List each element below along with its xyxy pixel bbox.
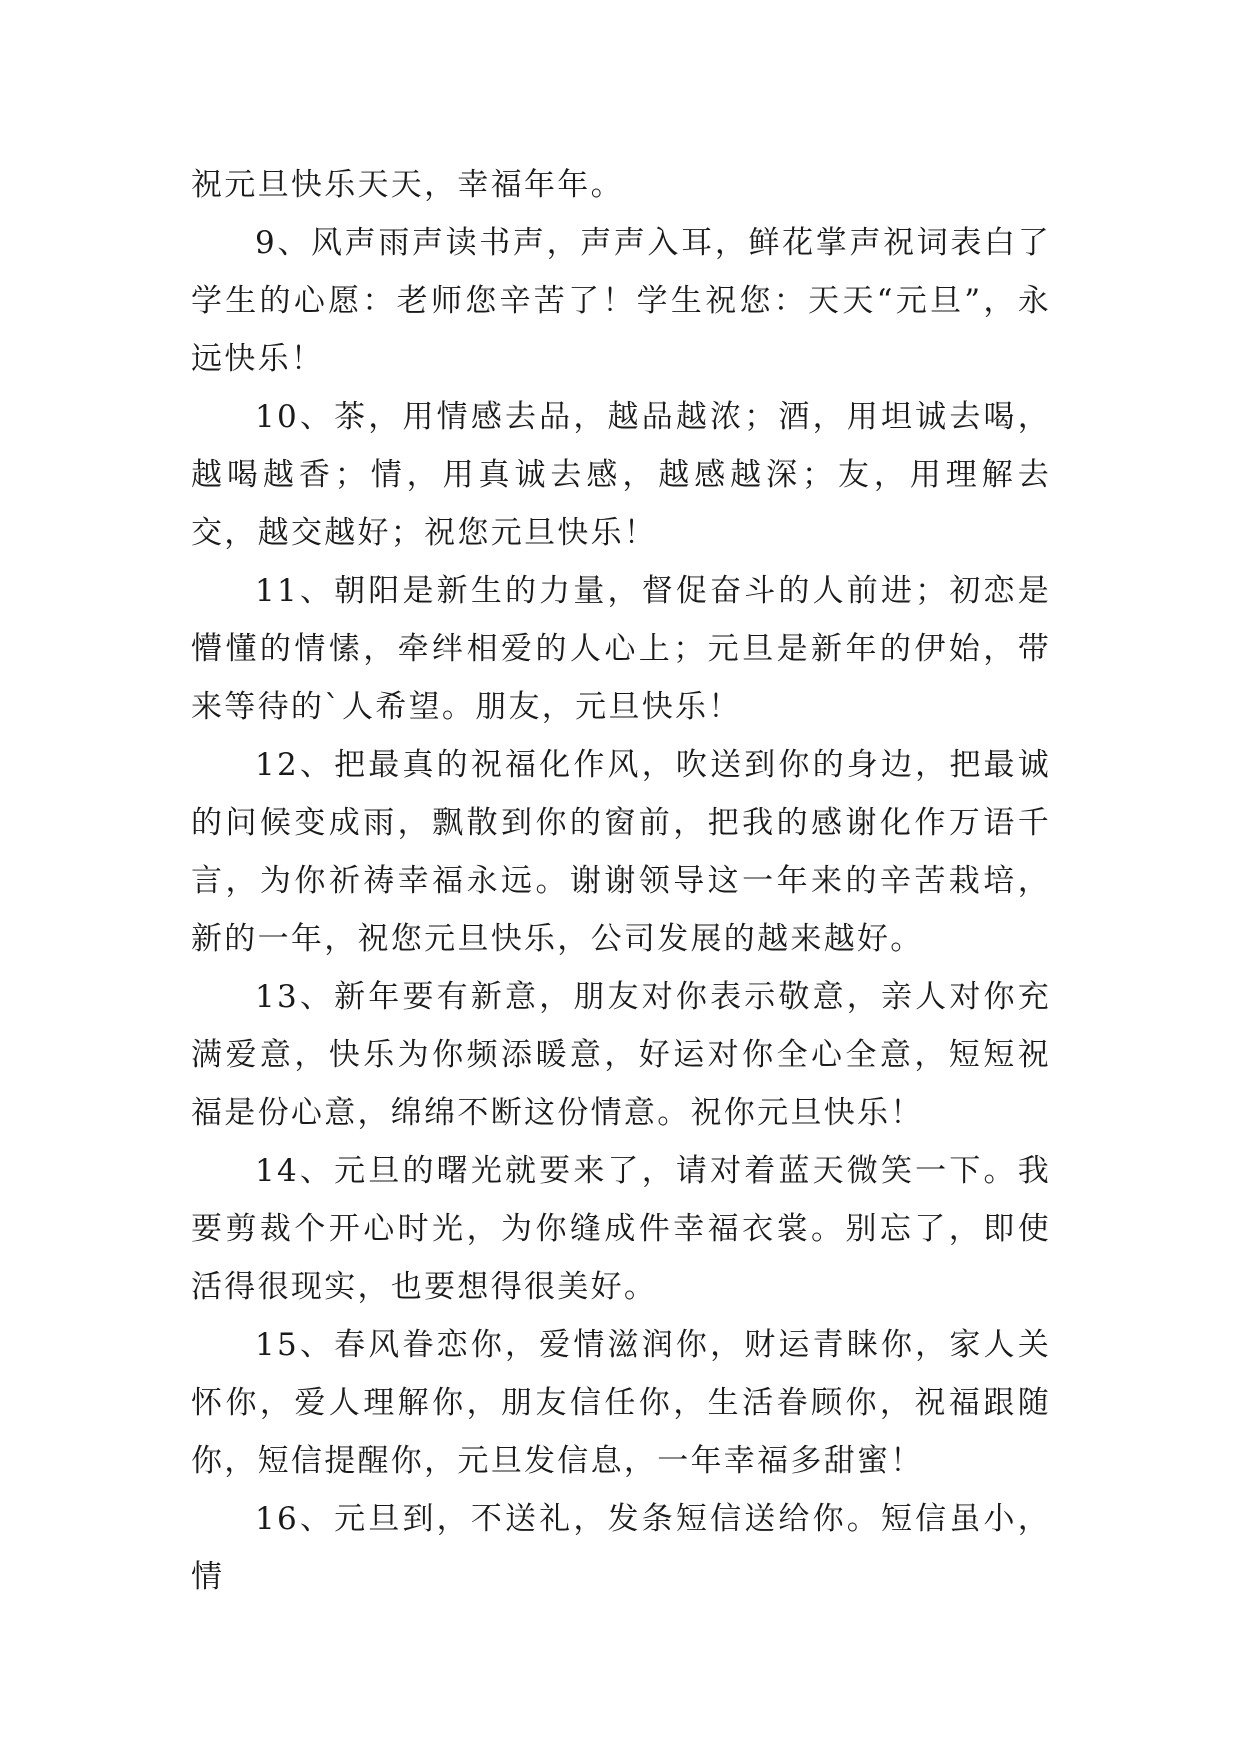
document-body — [191, 156, 1051, 1606]
paragraph: 14、元旦的曙光就要来了，请对着蓝天微笑一下。我要剪裁个开心时光，为你缝成件幸福衣裳。别忘了，即使活得很现实，也要想得很美好。 — [191, 1153, 1051, 1305]
paragraph: 13、新年要有新意，朋友对你表示敬意，亲人对你充满爱意，快乐为你频添暖意，好运对你全心全意，短短祝福是份心意，绵绵不断这份情意。祝你元旦快乐！ — [191, 979, 1051, 1131]
paragraph: 11、朝阳是新生的力量，督促奋斗的人前进；初恋是懵懂的情愫，牵绊相爱的人心上；元旦是新年的伊始，带来等待的`人希望。朋友，元旦快乐！ — [191, 573, 1051, 725]
paragraph: 祝元旦快乐天天，幸福年年。 — [191, 167, 624, 203]
paragraph: 15、春风眷恋你，爱情滋润你，财运青睐你，家人关怀你，爱人理解你，朋友信任你，生活眷顾你，祝福跟随你，短信提醒你，元旦发信息，一年幸福多甜蜜！ — [191, 1327, 1051, 1479]
paragraph: 10、茶，用情感去品，越品越浓；酒，用坦诚去喝，越喝越香；情，用真诚去感，越感越深；友，用理解去交，越交越好；祝您元旦快乐！ — [191, 399, 1051, 551]
paragraph: 16、元旦到，不送礼，发条短信送给你。短信虽小，情 — [191, 1501, 1051, 1595]
paragraph: 9、风声雨声读书声，声声入耳，鲜花掌声祝词表白了学生的心愿：老师您辛苦了！学生祝您：天天“元旦”，永远快乐！ — [191, 225, 1051, 377]
paragraph: 12、把最真的祝福化作风，吹送到你的身边，把最诚的问候变成雨，飘散到你的窗前，把我的感谢化作万语千言，为你祈祷幸福永远。谢谢领导这一年来的辛苦栽培，新的一年，祝您元旦快乐，公司发展的越来越好。 — [191, 747, 1051, 957]
